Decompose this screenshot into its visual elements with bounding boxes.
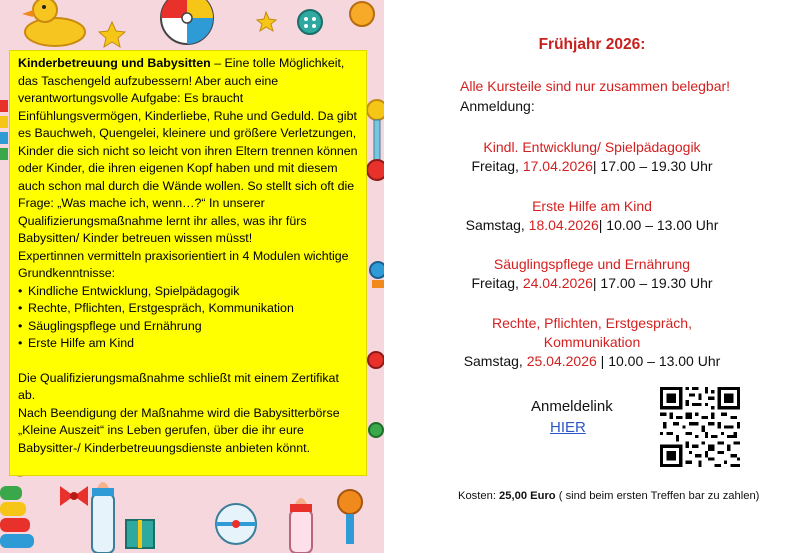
module-day: Samstag, [465,217,529,233]
baby-bottle-icon [290,498,312,553]
star-icon [257,12,276,31]
stacking-rings-icon [0,100,8,160]
module-title: Rechte, Pflichten, Erstgespräch, Kommunikation [492,315,692,350]
intro-text: – Eine tolle Möglichkeit, das Taschengeld aufzubessern! Aber auch eine verantwortungsvolle Aufgabe: Es braucht Einfühlungsvermögen, Kinderliebe, Ruhe und Geduld. Da gibt es Bauchweh, Quengelei, kleinere und größere Verletzungen, Kinder die sich nicht so leicht von ihren Eltern trennen können oder Kinder, die ihren eigenen Kopf haben und mit diesem auch schon mal durch die Wände wollen. So stellt sich oft die Frage: „Was mache ich, wenn…?“ In unserer Qualifizierungsmaßnahme lernt ihr alles, was ihr fürs Babysitten/ Kinder betreuen wissen müsst! [18,56,358,245]
module-day: Samstag, [463,353,527,369]
experts-text: Expertinnen vermitteln praxisorientiert in 4 Modulen wichtige Grundkenntnisse: [18,248,349,280]
module-date [384,352,800,371]
module-date [384,216,800,235]
module-time: | 10.00 – 13.00 Uhr [596,353,721,369]
button-icon [368,352,384,437]
list-item: • Kindliche Entwicklung, Spielpädagogik [18,283,359,301]
teal-button-icon [298,10,322,34]
sun-icon [350,2,374,26]
season-title: Frühjahr 2026: [538,36,646,53]
course-info-panel [384,0,800,553]
intro-paragraph [18,55,359,248]
module-day: Freitag, [471,275,523,291]
module-title: Kindl. Entwicklung/ Spielpädagogik [483,139,701,155]
module-3 [384,255,800,293]
ball-icon [216,504,256,544]
module-time: | 17.00 – 19.30 Uhr [592,275,713,291]
decorative-left-panel [0,0,384,553]
module-title: Säuglingspflege und Ernährung [493,256,691,272]
registration-link[interactable]: HIER [550,419,586,436]
star-icon [99,22,125,47]
registration-label: Anmeldung: [460,98,535,114]
list-item: • Rechte, Pflichten, Erstgespräch, Kommunikation [18,300,359,318]
cost-value: 25,00 Euro [499,490,556,502]
booking-note: Alle Kursteile sind nur zusammen belegbar! [460,78,731,94]
pacifier-icon [370,262,384,288]
list-item: • Säuglingspflege und Ernährung [18,318,359,336]
rattle-icon [338,490,362,544]
module-date-value: 24.04.2026 [522,275,593,291]
rubber-duck-icon [22,0,85,46]
info-text-box [9,50,367,476]
stacking-rings-icon [0,486,34,548]
cost-info [458,488,778,505]
module-time: | 17.00 – 19.30 Uhr [592,158,713,174]
module-4 [478,314,706,352]
cost-label: Kosten: [458,490,500,502]
registration-link-label: Anmeldelink [531,398,613,415]
rattle-icon [367,100,384,180]
bow-icon [60,486,88,506]
module-date-value: 25.04.2026 [526,353,597,369]
module-list [18,283,359,353]
module-time: | 10.00 – 13.00 Uhr [598,217,719,233]
module-2 [384,197,800,235]
module-date-value: 18.04.2026 [528,217,599,233]
module-4-date-row [384,352,800,371]
module-1 [384,138,800,176]
box-title: Kinderbetreuung und Babysitten [18,56,211,70]
module-date [384,157,800,176]
gift-box-icon [126,520,154,548]
certificate-text: Die Qualifizierungsmaßnahme schließt mit einem Zertifikat ab. [18,370,339,402]
module-day: Freitag, [471,158,523,174]
beach-ball-icon [161,0,213,44]
module-date [384,274,800,293]
module-title: Erste Hilfe am Kind [532,198,652,214]
list-item: • Erste Hilfe am Kind [18,335,359,353]
baby-bottle-icon [92,482,114,553]
module-date-value: 17.04.2026 [522,158,593,174]
boerse-text: Nach Beendigung der Maßnahme wird die Babysitterbörse „Kleine Auszeit“ ins Leben gerufen, über die ihr eure Babysitter-/ Kinderbetreuungsdienste anbieten könnt. [18,405,340,455]
cost-note: ( sind beim ersten Treffen bar zu zahlen) [555,490,760,502]
qr-code-icon[interactable] [660,387,740,467]
